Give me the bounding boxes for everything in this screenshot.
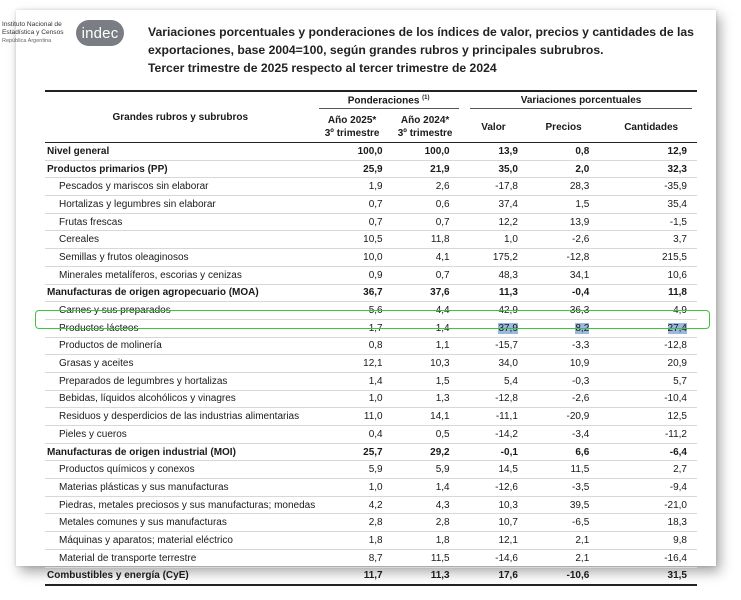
title-line2: exportaciones, base 2004=100, según grandes rubros y principales subrubros. <box>148 43 604 57</box>
cell-cantidades: -16,4 <box>605 549 697 567</box>
cell-precios: 2,1 <box>522 532 605 550</box>
row-name: Hortalizas y legumbres sin elaborar <box>45 196 316 214</box>
cell-w2025: 25,9 <box>316 160 389 178</box>
cell-precios: 28,3 <box>522 178 605 196</box>
cell-w2024: 2,8 <box>389 514 462 532</box>
cell-valor: 13,9 <box>465 143 522 161</box>
row-name: Productos primarios (PP) <box>45 160 316 178</box>
row-name: Bebidas, líquidos alcohólicos y vinagres <box>45 390 316 408</box>
row-name: Material de transporte terrestre <box>45 549 316 567</box>
row-name: Frutas frescas <box>45 213 316 231</box>
indec-logo <box>2 14 132 52</box>
header-precios: Precios <box>522 112 605 143</box>
cell-precios: 13,9 <box>522 213 605 231</box>
table-row <box>45 567 697 585</box>
cell-cantidades: 4,9 <box>605 302 697 320</box>
cell-w2024: 0,5 <box>389 426 462 444</box>
selected-value[interactable]: 8,2 <box>575 322 590 334</box>
selected-value[interactable]: 37,9 <box>498 322 518 334</box>
cell-valor: -14,6 <box>465 549 522 567</box>
table-row <box>45 532 697 550</box>
cell-w2025: 0,7 <box>316 196 389 214</box>
row-name: Pieles y cueros <box>45 426 316 444</box>
cell-w2025: 12,1 <box>316 355 389 373</box>
row-name: Metales comunes y sus manufacturas <box>45 514 316 532</box>
cell-w2024: 4,1 <box>389 249 462 267</box>
cell-precios: 2,0 <box>522 160 605 178</box>
table-row <box>45 143 697 161</box>
cell-cantidades: 20,9 <box>605 355 697 373</box>
cell-precios: 11,5 <box>522 461 605 479</box>
header-variaciones: Variaciones porcentuales <box>465 91 697 112</box>
table-row <box>45 390 697 408</box>
cell-w2025: 0,4 <box>316 426 389 444</box>
table-row <box>45 302 697 320</box>
cell-cantidades: 3,7 <box>605 231 697 249</box>
cell-w2025: 11,0 <box>316 408 389 426</box>
cell-precios: -3,3 <box>522 337 605 355</box>
table-row <box>45 178 697 196</box>
cell-w2024: 14,1 <box>389 408 462 426</box>
cell-w2024: 1,3 <box>389 390 462 408</box>
cell-valor: 14,5 <box>465 461 522 479</box>
cell-valor: -11,1 <box>465 408 522 426</box>
table-row <box>45 249 697 267</box>
export-index-table <box>45 90 697 586</box>
logo-text <box>2 21 72 45</box>
indec-badge: indec <box>76 20 124 46</box>
cell-cantidades: 18,3 <box>605 514 697 532</box>
row-name: Nivel general <box>45 143 316 161</box>
row-name: Manufacturas de origen industrial (MOI) <box>45 443 316 461</box>
cell-valor: 48,3 <box>465 266 522 284</box>
cell-valor: 42,9 <box>465 302 522 320</box>
title-line1: Variaciones porcentuales y ponderaciones de los índices de valor, precios y cantidades de las <box>148 25 694 39</box>
header-cantidades: Cantidades <box>605 112 697 143</box>
cell-w2024: 21,9 <box>389 160 462 178</box>
table-row <box>45 461 697 479</box>
cell-precios: 39,5 <box>522 496 605 514</box>
row-name: Piedras, metales preciosos y sus manufacturas; monedas <box>45 496 316 514</box>
selected-value[interactable]: 27,4 <box>667 322 687 334</box>
row-name: Residuos y desperdicios de las industrias alimentarias <box>45 408 316 426</box>
cell-valor: 35,0 <box>465 160 522 178</box>
cell-w2025: 100,0 <box>316 143 389 161</box>
header-ponderaciones <box>316 91 462 112</box>
cell-cantidades: 11,8 <box>605 284 697 302</box>
cell-cantidades: -12,8 <box>605 337 697 355</box>
row-name: Pescados y mariscos sin elaborar <box>45 178 316 196</box>
cell-w2025: 0,8 <box>316 337 389 355</box>
table-row <box>45 408 697 426</box>
cell-precios: 2,1 <box>522 549 605 567</box>
cell-valor: -12,8 <box>465 390 522 408</box>
cell-precios: 36,3 <box>522 302 605 320</box>
cell-precios: -3,4 <box>522 426 605 444</box>
table-row <box>45 337 697 355</box>
cell-cantidades: -11,2 <box>605 426 697 444</box>
cell-valor: 10,3 <box>465 496 522 514</box>
cell-precios <box>522 319 605 337</box>
cell-precios: -2,6 <box>522 390 605 408</box>
cell-valor: -14,2 <box>465 426 522 444</box>
cell-w2025: 1,0 <box>316 479 389 497</box>
cell-w2024: 0,6 <box>389 196 462 214</box>
table-body <box>45 143 697 586</box>
cell-valor <box>465 319 522 337</box>
table-row <box>45 196 697 214</box>
cell-cantidades: -21,0 <box>605 496 697 514</box>
cell-w2024: 0,7 <box>389 266 462 284</box>
row-name: Manufacturas de origen agropecuario (MOA) <box>45 284 316 302</box>
table-row <box>45 284 697 302</box>
row-name: Combustibles y energía (CyE) <box>45 567 316 585</box>
cell-cantidades: -9,4 <box>605 479 697 497</box>
table-row <box>45 479 697 497</box>
header-w2025: Año 2025* 3º trimestre <box>316 112 389 143</box>
table-row <box>45 426 697 444</box>
cell-cantidades: 12,9 <box>605 143 697 161</box>
cell-w2025: 4,2 <box>316 496 389 514</box>
cell-cantidades: 5,7 <box>605 372 697 390</box>
cell-w2024: 11,3 <box>389 567 462 585</box>
cell-w2024: 1,8 <box>389 532 462 550</box>
cell-precios: -20,9 <box>522 408 605 426</box>
cell-cantidades: -35,9 <box>605 178 697 196</box>
cell-precios: -2,6 <box>522 231 605 249</box>
cell-precios: -6,5 <box>522 514 605 532</box>
cell-w2024: 1,4 <box>389 319 462 337</box>
cell-precios: -0,3 <box>522 372 605 390</box>
cell-precios: -3,5 <box>522 479 605 497</box>
cell-w2025: 2,8 <box>316 514 389 532</box>
cell-w2024: 29,2 <box>389 443 462 461</box>
cell-cantidades: 10,6 <box>605 266 697 284</box>
cell-cantidades: 215,5 <box>605 249 697 267</box>
table-row <box>45 160 697 178</box>
cell-precios: -12,8 <box>522 249 605 267</box>
row-name: Materias plásticas y sus manufacturas <box>45 479 316 497</box>
cell-w2025: 5,6 <box>316 302 389 320</box>
cell-cantidades: -10,4 <box>605 390 697 408</box>
cell-valor: 11,3 <box>465 284 522 302</box>
cell-valor: -12,6 <box>465 479 522 497</box>
cell-w2025: 1,4 <box>316 372 389 390</box>
cell-cantidades: 32,3 <box>605 160 697 178</box>
cell-w2024: 100,0 <box>389 143 462 161</box>
header-valor: Valor <box>465 112 522 143</box>
cell-w2025: 1,9 <box>316 178 389 196</box>
logo-line1: Instituto Nacional de <box>2 21 62 28</box>
cell-w2025: 0,9 <box>316 266 389 284</box>
cell-precios: 1,5 <box>522 196 605 214</box>
page-title <box>148 23 694 77</box>
cell-w2024: 1,1 <box>389 337 462 355</box>
cell-w2024: 4,3 <box>389 496 462 514</box>
cell-cantidades: -6,4 <box>605 443 697 461</box>
cell-valor: 1,0 <box>465 231 522 249</box>
cell-w2025: 5,9 <box>316 461 389 479</box>
cell-w2025: 8,7 <box>316 549 389 567</box>
cell-precios: 6,6 <box>522 443 605 461</box>
table-row <box>45 213 697 231</box>
logo-line2: Estadística y Censos <box>2 29 64 36</box>
row-name: Productos de molinería <box>45 337 316 355</box>
cell-valor: -15,7 <box>465 337 522 355</box>
title-line3: Tercer trimestre de 2025 respecto al tercer trimestre de 2024 <box>148 61 497 75</box>
cell-w2024: 0,7 <box>389 213 462 231</box>
header-ponderaciones-label: Ponderaciones <box>347 95 420 107</box>
cell-cantidades: 2,7 <box>605 461 697 479</box>
cell-valor: 37,4 <box>465 196 522 214</box>
cell-valor: 17,6 <box>465 567 522 585</box>
row-name: Productos lácteos <box>45 319 316 337</box>
row-name: Cereales <box>45 231 316 249</box>
cell-w2024: 37,6 <box>389 284 462 302</box>
cell-w2025: 0,7 <box>316 213 389 231</box>
table-row <box>45 443 697 461</box>
cell-precios: 34,1 <box>522 266 605 284</box>
table-row <box>45 355 697 373</box>
header-note: (1) <box>422 94 430 101</box>
cell-valor: -17,8 <box>465 178 522 196</box>
cell-w2025: 10,5 <box>316 231 389 249</box>
row-name: Carnes y sus preparados <box>45 302 316 320</box>
table-row <box>45 231 697 249</box>
cell-w2024: 10,3 <box>389 355 462 373</box>
cell-w2025: 11,7 <box>316 567 389 585</box>
cell-w2024: 5,9 <box>389 461 462 479</box>
cell-w2025: 1,7 <box>316 319 389 337</box>
cell-precios: 10,9 <box>522 355 605 373</box>
cell-valor: 10,7 <box>465 514 522 532</box>
cell-cantidades: 35,4 <box>605 196 697 214</box>
cell-w2024: 4,4 <box>389 302 462 320</box>
header-w2024: Año 2024* 3º trimestre <box>389 112 462 143</box>
cell-valor: 12,2 <box>465 213 522 231</box>
logo-line3: República Argentina <box>2 38 52 44</box>
cell-cantidades: 9,8 <box>605 532 697 550</box>
cell-w2024: 1,5 <box>389 372 462 390</box>
cell-precios: 0,8 <box>522 143 605 161</box>
cell-cantidades <box>605 319 697 337</box>
cell-w2024: 1,4 <box>389 479 462 497</box>
header-rubros: Grandes rubros y subrubros <box>45 91 316 143</box>
table-row <box>45 319 697 337</box>
cell-valor: 5,4 <box>465 372 522 390</box>
table-row <box>45 514 697 532</box>
table-row <box>45 372 697 390</box>
table-row <box>45 496 697 514</box>
cell-precios: -0,4 <box>522 284 605 302</box>
cell-w2025: 1,8 <box>316 532 389 550</box>
cell-cantidades: -1,5 <box>605 213 697 231</box>
cell-w2025: 1,0 <box>316 390 389 408</box>
row-name: Minerales metalíferos, escorias y cenizas <box>45 266 316 284</box>
row-name: Productos químicos y conexos <box>45 461 316 479</box>
table-row <box>45 549 697 567</box>
cell-w2025: 36,7 <box>316 284 389 302</box>
cell-valor: 34,0 <box>465 355 522 373</box>
cell-w2025: 10,0 <box>316 249 389 267</box>
cell-w2025: 25,7 <box>316 443 389 461</box>
table-row <box>45 266 697 284</box>
cell-precios: -10,6 <box>522 567 605 585</box>
row-name: Semillas y frutos oleaginosos <box>45 249 316 267</box>
cell-valor: 12,1 <box>465 532 522 550</box>
cell-cantidades: 31,5 <box>605 567 697 585</box>
row-name: Grasas y aceites <box>45 355 316 373</box>
cell-cantidades: 12,5 <box>605 408 697 426</box>
cell-valor: 175,2 <box>465 249 522 267</box>
cell-w2024: 2,6 <box>389 178 462 196</box>
cell-valor: -0,1 <box>465 443 522 461</box>
cell-w2024: 11,5 <box>389 549 462 567</box>
row-name: Máquinas y aparatos; material eléctrico <box>45 532 316 550</box>
row-name: Preparados de legumbres y hortalizas <box>45 372 316 390</box>
cell-w2024: 11,8 <box>389 231 462 249</box>
